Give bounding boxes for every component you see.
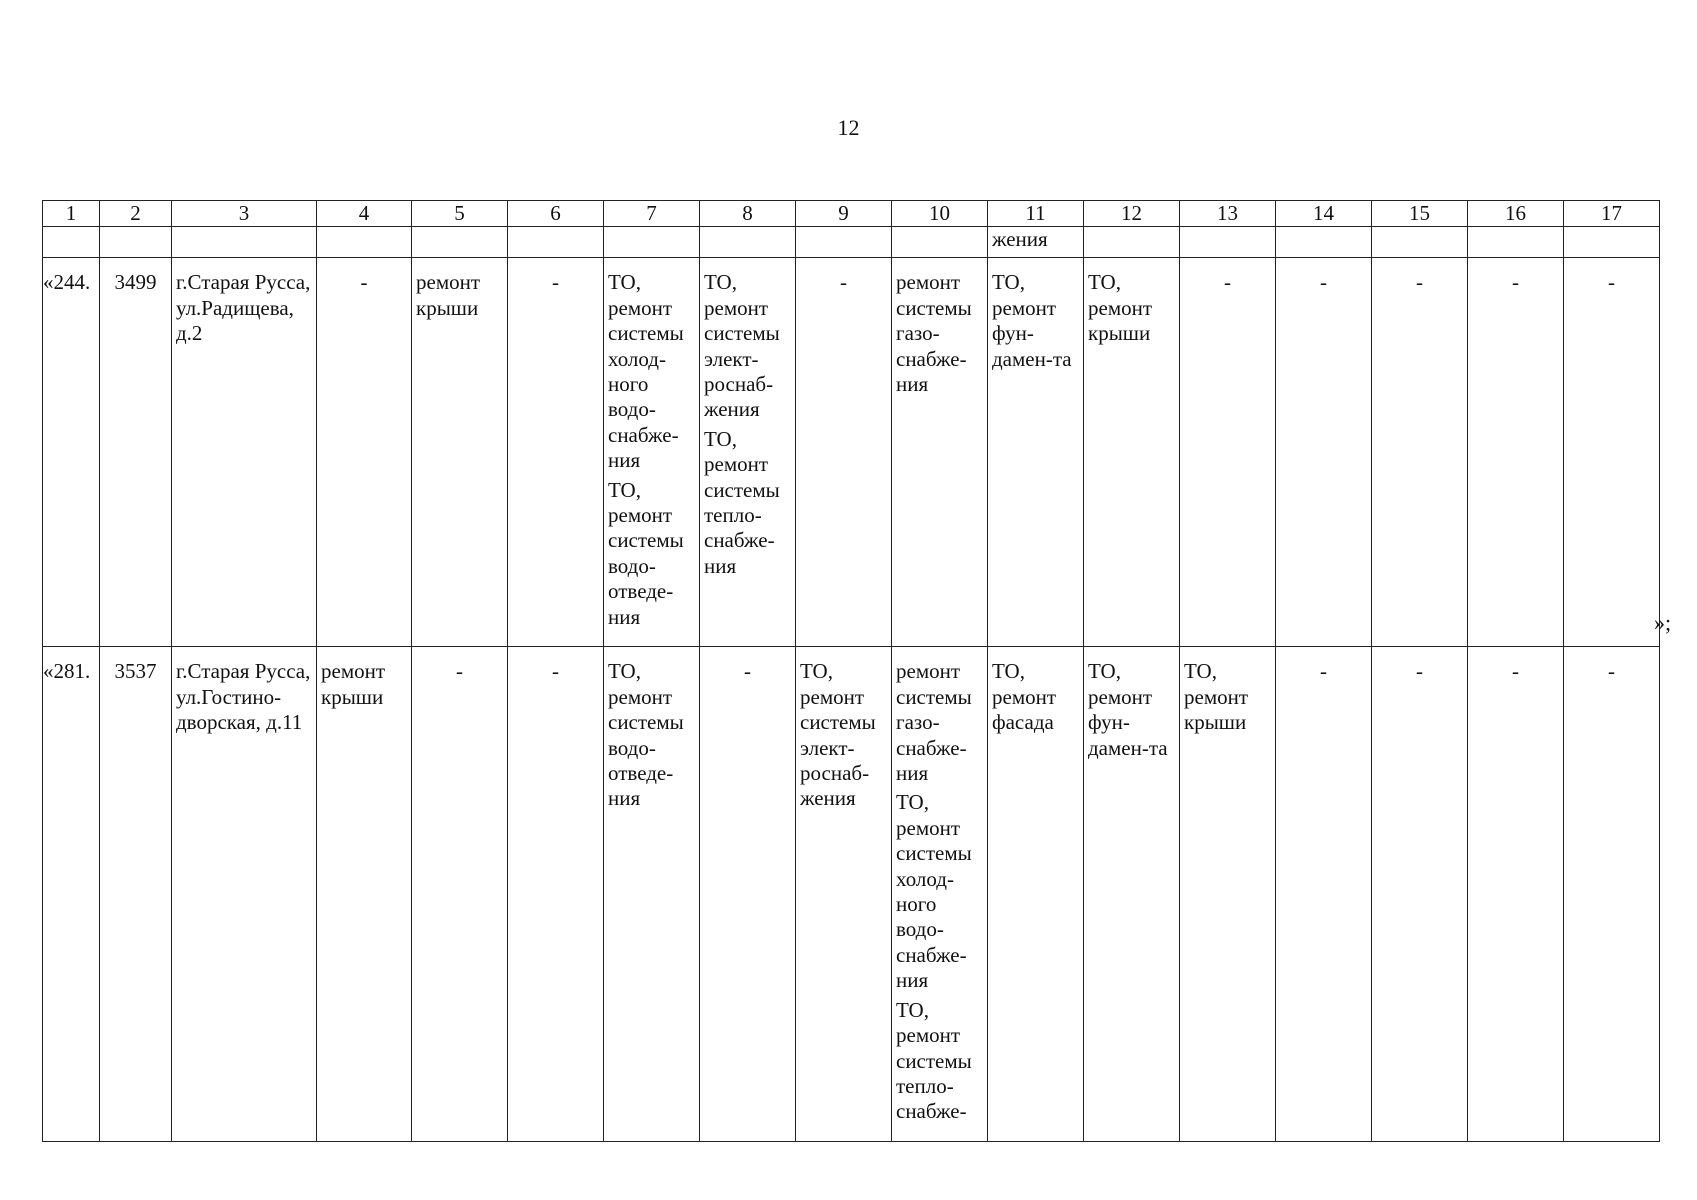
table-cell (317, 227, 412, 258)
cell-text: - (552, 659, 559, 684)
table-cell (1468, 227, 1564, 258)
row-number-cell (43, 647, 100, 1142)
table-cell (892, 647, 988, 1142)
table-cell (412, 647, 508, 1142)
table-cell (796, 647, 892, 1142)
cell-text: ремонт системы газо-снабже-ния (896, 659, 972, 786)
cell-text: - (1512, 270, 1519, 295)
code-cell (100, 647, 172, 1142)
row-number: «281. (43, 659, 91, 684)
table-row (43, 647, 1660, 1142)
column-number: 9 (796, 201, 892, 227)
cell-text: - (552, 270, 559, 295)
table-cell (1564, 258, 1660, 647)
table-cell (1468, 647, 1564, 1142)
column-number: 14 (1276, 201, 1372, 227)
cell-text: - (1320, 659, 1327, 684)
column-number: 1 (43, 201, 100, 227)
cell-text: ремонт системы газо-снабже-ния (896, 270, 972, 397)
row-number: «244. (43, 270, 91, 295)
table-cell (1372, 258, 1468, 647)
column-number: 6 (508, 201, 604, 227)
table-cell (1372, 647, 1468, 1142)
table-cell (100, 227, 172, 258)
table-cell (796, 227, 892, 258)
table-cell (172, 227, 317, 258)
table-cell (1564, 227, 1660, 258)
cell-text: ТО, ремонт системы водо-отведе-ния (608, 477, 684, 629)
column-number: 11 (988, 201, 1084, 227)
cell-text: ремонт крыши (321, 659, 386, 709)
code-cell (100, 258, 172, 647)
column-number: 4 (317, 201, 412, 227)
column-number: 17 (1564, 201, 1660, 227)
table-cell (508, 227, 604, 258)
table-cell (508, 258, 604, 647)
table-cell (700, 258, 796, 647)
cell-text: ТО, ремонт крыши (1184, 659, 1249, 735)
table-cell (43, 227, 100, 258)
cell-text: - (456, 659, 463, 684)
table-cell (1564, 647, 1660, 1142)
cell-text: ТО, ремонт системы элект-роснаб-жения (704, 270, 780, 422)
cell-text: - (1416, 659, 1423, 684)
column-number: 3 (172, 201, 317, 227)
cell-text: - (840, 270, 847, 295)
address-cell (172, 258, 317, 647)
cell-text: ТО, ремонт системы тепло-снабже- (896, 997, 972, 1124)
table-cell (317, 258, 412, 647)
table-cell (892, 258, 988, 647)
cell-text: - (1608, 270, 1615, 295)
cell-text: - (1224, 270, 1231, 295)
cell-text: ТО, ремонт фун-дамен-та (992, 270, 1072, 371)
table-cell (1180, 647, 1276, 1142)
cell-text: - (1608, 659, 1615, 684)
table-cell (1084, 258, 1180, 647)
cell-text: - (1320, 270, 1327, 295)
continuation-row (43, 227, 1660, 258)
cell-text: ремонт крыши (416, 270, 481, 320)
table-cell (1276, 227, 1372, 258)
cell-text: ТО, ремонт фун-дамен-та (1088, 659, 1168, 760)
table-cell: жения (988, 227, 1084, 258)
cell-text: ТО, ремонт фасада (992, 659, 1057, 735)
cell-text: - (1512, 659, 1519, 684)
house-code: 3499 (114, 270, 157, 295)
page-number: 12 (837, 115, 860, 140)
column-number-row (43, 201, 1660, 227)
cell-text: ТО, ремонт системы холод-ного водо-снабже-ния (608, 270, 684, 473)
repair-schedule-table (42, 200, 1660, 1142)
table-cell (892, 227, 988, 258)
cell-text: - (1416, 270, 1423, 295)
table-cell (604, 647, 700, 1142)
table-cell (1372, 227, 1468, 258)
table-cell (412, 258, 508, 647)
column-number: 16 (1468, 201, 1564, 227)
column-number: 13 (1180, 201, 1276, 227)
address-cell (172, 647, 317, 1142)
cell-text: - (744, 659, 751, 684)
table-cell (1180, 258, 1276, 647)
column-number: 10 (892, 201, 988, 227)
table-cell (700, 647, 796, 1142)
table-cell (796, 258, 892, 647)
closing-quote-mark: »; (1654, 610, 1672, 635)
address: г.Старая Русса, ул.Гостино-дворская, д.11 (176, 659, 311, 735)
table-row (43, 258, 1660, 647)
column-number: 8 (700, 201, 796, 227)
cell-text: ТО, ремонт крыши (1088, 270, 1153, 346)
table-cell (988, 258, 1084, 647)
table-cell (1276, 647, 1372, 1142)
cell-text: ТО, ремонт системы тепло-снабже-ния (704, 426, 780, 578)
table-cell (1468, 258, 1564, 647)
table-cell (1180, 227, 1276, 258)
table-cell (317, 647, 412, 1142)
house-code: 3537 (114, 659, 157, 684)
row-number-cell (43, 258, 100, 647)
address: г.Старая Русса, ул.Радищева, д.2 (176, 270, 311, 346)
table-cell (412, 227, 508, 258)
cell-text: ТО, ремонт системы водо-отведе-ния (608, 659, 684, 811)
table-cell (508, 647, 604, 1142)
cell-text: - (360, 270, 368, 295)
column-number: 2 (100, 201, 172, 227)
column-number: 7 (604, 201, 700, 227)
cell-text: ТО, ремонт системы элект-роснаб-жения (800, 659, 876, 811)
column-number: 12 (1084, 201, 1180, 227)
table-cell (988, 647, 1084, 1142)
table-cell (1084, 647, 1180, 1142)
table-cell (700, 227, 796, 258)
table-cell (1276, 258, 1372, 647)
cell-text: ТО, ремонт системы холод-ного водо-снабже-ния (896, 790, 972, 993)
table-cell (604, 258, 700, 647)
table-cell (604, 227, 700, 258)
column-number: 15 (1372, 201, 1468, 227)
column-number: 5 (412, 201, 508, 227)
table-cell (1084, 227, 1180, 258)
